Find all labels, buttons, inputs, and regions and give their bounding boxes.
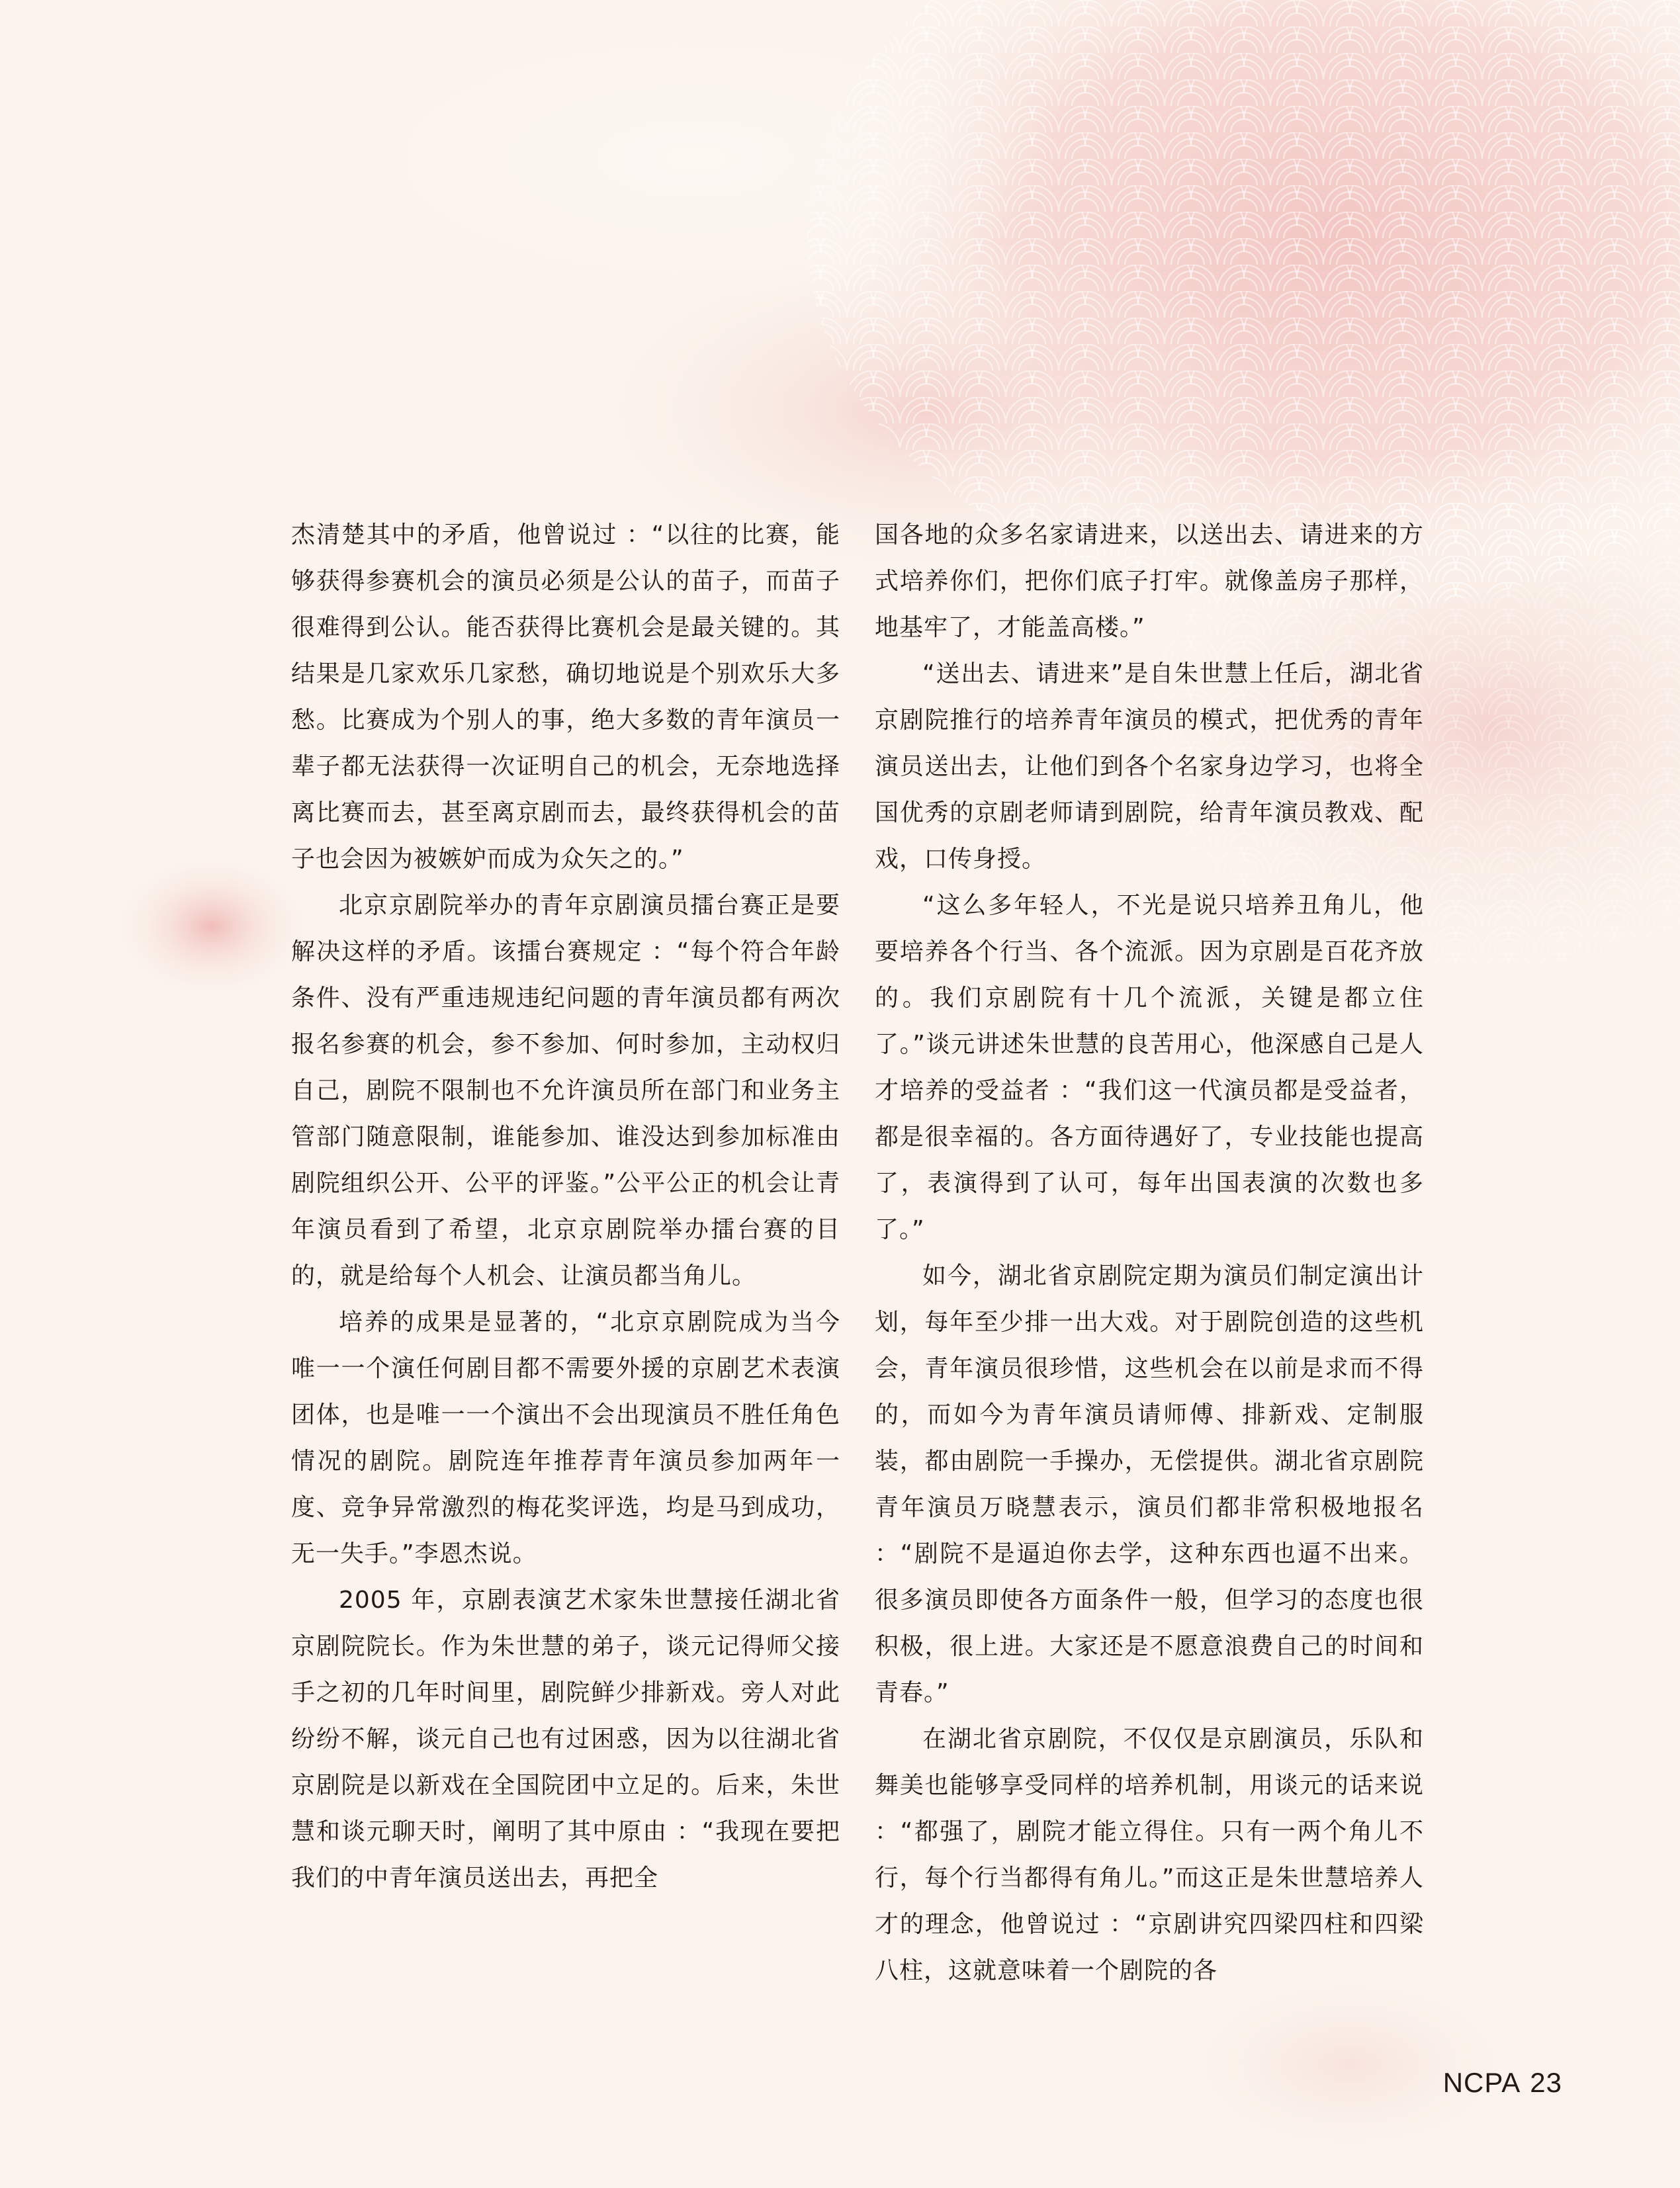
- page-footer: [1443, 2067, 1562, 2099]
- paragraph: 如今，湖北省京剧院定期为演员们制定演出计划，每年至少排一出大戏。对于剧院创造的这些机会，青年演员很珍惜，这些机会在以前是求而不得的，而如今为青年演员请师傅、排新戏、定制服装，都由剧院一手操办，无偿提供。湖北省京剧院青年演员万晓慧表示，演员们都非常积极地报名 ：“剧院不是逼迫你去学，这种东西也逼不出来。很多演员即使各方面条件一般，但学习的态度也很积极，很上进。大家还是不愿意浪费自己的时间和青春。”: [875, 1262, 1424, 1706]
- paragraph: 在湖北省京剧院，不仅仅是京剧演员，乐队和舞美也能够享受同样的培养机制，用谈元的话来说 ：“都强了，剧院才能立得住。只有一两个角儿不行，每个行当都得有角儿。”而这正是朱世慧培养人才的理念，他曾说过 ：“京剧讲究四梁四柱和四梁八柱，这就意味着一个剧院的各: [875, 1726, 1424, 1984]
- article-right-column: [875, 512, 1424, 1994]
- paragraph: “送出去、请进来”是自朱世慧上任后，湖北省京剧院推行的培养青年演员的模式，把优秀的青年演员送出去，让他们到各个名家身边学习，也将全国优秀的京剧老师请到剧院，给青年演员教戏、配戏，口传身授。: [875, 660, 1424, 873]
- paragraph: 北京京剧院举办的青年京剧演员擂台赛正是要解决这样的矛盾。该擂台赛规定 ：“每个符合年龄条件、没有严重违规违纪问题的青年演员都有两次报名参赛的机会，参不参加、何时参加，主动权归自己，剧院不限制也不允许演员所在部门和业务主管部门随意限制，谁能参加、谁没达到参加标准由剧院组织公开、公平的评鉴。”公平公正的机会让青年演员看到了希望，北京京剧院举办擂台赛的目的，就是给每个人机会、让演员都当角儿。: [291, 892, 840, 1290]
- paragraph: 2005 年，京剧表演艺术家朱世慧接任湖北省京剧院院长。作为朱世慧的弟子，谈元记得师父接手之初的几年时间里，剧院鲜少排新戏。旁人对此纷纷不解，谈元自己也有过困惑，因为以往湖北省京剧院是以新戏在全国院团中立足的。后来，朱世慧和谈元聊天时，阐明了其中原由 ：“我现在要把我们的中青年演员送出去，再把全: [291, 1587, 840, 1892]
- article-left-column: [291, 512, 840, 1902]
- paragraph: 培养的成果是显著的，“北京京剧院成为当今唯一一个演任何剧目都不需要外援的京剧艺术表演团体，也是唯一一个演出不会出现演员不胜任角色情况的剧院。剧院连年推荐青年演员参加两年一度、竞争异常激烈的梅花奖评选，均是马到成功，无一失手。”李恩杰说。: [291, 1309, 840, 1567]
- paragraph: 杰清楚其中的矛盾，他曾说过 ：“以往的比赛，能够获得参赛机会的演员必须是公认的苗子，而苗子很难得到公认。能否获得比赛机会是最关键的。其结果是几家欢乐几家愁，确切地说是个别欢乐大多愁。比赛成为个别人的事，绝大多数的青年演员一辈子都无法获得一次证明自己的机会，无奈地选择离比赛而去，甚至离京剧而去，最终获得机会的苗子也会因为被嫉妒而成为众矢之的。”: [291, 521, 840, 873]
- paragraph: “这么多年轻人，不光是说只培养丑角儿，他要培养各个行当、各个流派。因为京剧是百花齐放的。我们京剧院有十几个流派，关键是都立住了。”谈元讲述朱世慧的良苦用心，他深感自己是人才培养的受益者 ：“我们这一代演员都是受益者，都是很幸福的。各方面待遇好了，专业技能也提高了，表演得到了认可，每年出国表演的次数也多了。”: [875, 892, 1424, 1243]
- page-number: 23: [1530, 2067, 1562, 2098]
- paragraph: 国各地的众多名家请进来，以送出去、请进来的方式培养你们，把你们底子打牢。就像盖房子那样，地基牢了，才能盖高楼。”: [875, 521, 1424, 641]
- brand-label: NCPA: [1442, 2067, 1521, 2098]
